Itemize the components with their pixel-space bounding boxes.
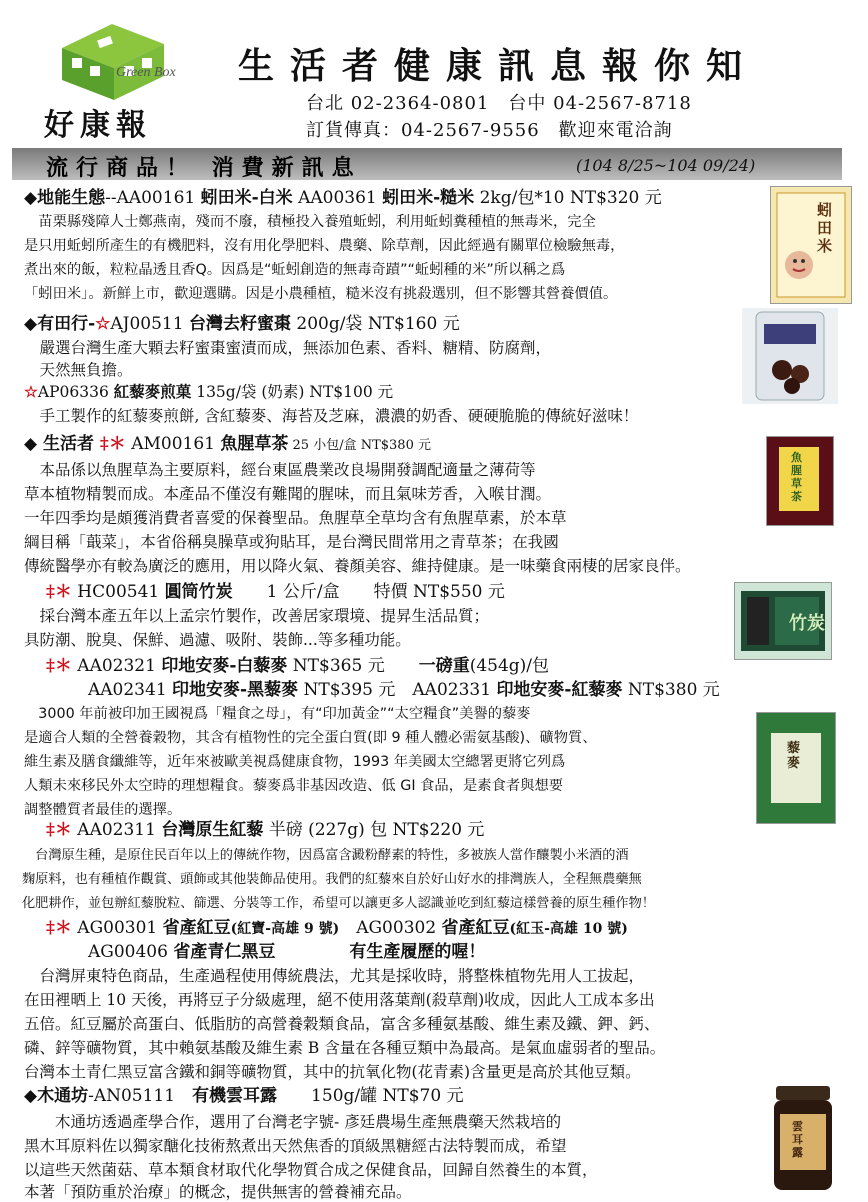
double-dagger-icon: ‡＊ <box>46 820 72 840</box>
product-price: NT$395 元 AA02331 <box>298 680 497 700</box>
green-box-logo-icon <box>52 18 172 102</box>
description-line: 傳統醫學亦有較為廣泛的應用，用以降火氣、養顏美容、維持健康。是一味藥食兩棲的居家良伴。 <box>24 557 691 575</box>
banner-title: 流行商品！ 消費新訊息 <box>46 155 362 181</box>
product-name: 圓筒竹炭 <box>164 582 233 602</box>
description-line: 苗栗縣殘障人士鄭燕南，殘而不廢，積極投入養殖蚯蚓，利用蚯蚓糞種植的無毒米，完全 <box>24 214 596 230</box>
product-heading <box>24 188 662 208</box>
product-name: 印地安麥-紅藜麥 <box>496 680 623 700</box>
product-heading <box>88 680 720 700</box>
description-line: 本品係以魚腥草為主要原料，經台東區農業改良場開發調配適量之薄荷等 <box>24 461 536 479</box>
logo-name: 好康報 <box>44 108 152 143</box>
product-code: HC00541 <box>71 582 165 602</box>
description-line: 台灣屏東特色商品，生產過程使用傳統農法，尤其是採收時，將整株植物先用人工拔起， <box>24 967 645 985</box>
jar-label: 雲耳露 <box>792 1120 803 1159</box>
product-heading <box>24 434 431 456</box>
description-line: 維生素及膳食纖維等，近年來被歐美視爲健康食物，1993 年美國太空總署更將它列爲 <box>24 754 566 770</box>
product-price: 200g/袋 NT$160 元 <box>290 314 460 334</box>
product-heading <box>24 382 393 402</box>
tea-label: 魚腥草茶 <box>791 451 802 503</box>
product-price: NT$380 元 <box>622 680 720 700</box>
product-heading <box>46 582 505 602</box>
product-variety: (紅寶-高雄 9 號) <box>230 921 340 937</box>
description-line: 台灣原生種，是原住民百年以上的傳統作物，因爲富含澱粉酵素的特性，多被族人當作釀製小米酒的酒 <box>22 848 629 863</box>
page-title: 生活者健康訊息報你知 <box>238 45 759 87</box>
brand-name: ◆ 生活者 <box>24 434 94 454</box>
double-dagger-icon: ‡＊ <box>94 434 126 454</box>
product-code: AA00361 <box>292 188 383 208</box>
double-dagger-icon: ‡＊ <box>46 582 72 602</box>
product-heading <box>24 314 460 334</box>
product-name: 蚓田米-糙米 <box>382 188 475 208</box>
brand-name: ◆木通坊 <box>24 1086 89 1106</box>
tea-product-image <box>766 436 834 526</box>
product-code: AG00406 <box>88 942 174 962</box>
banner-date: (104 8/25~104 09/24) <box>576 156 756 175</box>
quinoa-product-image <box>756 712 836 824</box>
rice-product-image <box>770 186 852 304</box>
rice-label: 蚓田米 <box>817 201 833 255</box>
brand-name: ◆有田行- <box>24 314 96 334</box>
product-heading <box>46 656 549 676</box>
description-line: 具防潮、脫臭、保鮮、過濾、吸附、裝飾...等多種功能。 <box>24 631 411 649</box>
description-line: 採台灣本產五年以上孟宗竹製作，改善居家環境、提昇生活品質； <box>24 607 490 625</box>
date-product-image <box>742 308 838 404</box>
product-name: 省產紅豆 <box>441 918 510 938</box>
description-line: 是只用蚯蚓所產生的有機肥料，沒有用化學肥料、農藥、除草劑，因此經過有關單位檢驗無毒， <box>24 238 625 254</box>
description-line: 是適合人類的全營養穀物，其含有植物性的完全蛋白質(即 9 種人體必需氨基酸)、礦物質、 <box>24 730 597 746</box>
charcoal-product-image <box>734 582 832 660</box>
double-dagger-icon: ‡＊ <box>46 918 72 938</box>
description-line: 磷、鋅等礦物質，其中賴氨基酸及維生素 B 含量在各種豆類中為最高。是氣血虛弱者的聖品。 <box>24 1039 666 1057</box>
brand-name: ◆地能生態 <box>24 188 106 208</box>
description-line: 木通坊透過產學合作，選用了台灣老字號- 彥廷農場生產無農藥天然栽培的 <box>24 1113 562 1131</box>
product-code: AG00301 <box>71 918 163 938</box>
description-line: 草本植物精製而成。本產品不僅沒有難聞的腥味，而且氣味芳香，入喉甘潤。 <box>24 485 552 503</box>
description-line: 天然無負擔。 <box>24 361 133 379</box>
description-line: 綱目稱「蕺菜」，本省俗稱臭臊草或狗貼耳，是台灣民間常用之青草茶；在我國 <box>24 533 559 551</box>
product-code: AG00302 <box>339 918 442 938</box>
product-code: AA02311 <box>71 820 162 840</box>
product-name: 印地安麥-黑藜麥 <box>172 680 299 700</box>
description-line: 台灣本土青仁黑豆富含鐵和銅等礦物質，其中的抗氧化物(花青素)含量更是高於其他豆類。 <box>24 1063 641 1081</box>
double-dagger-icon: ‡＊ <box>46 656 72 676</box>
product-weight: 一磅重 <box>418 656 470 676</box>
product-code: AM00161 <box>125 434 221 454</box>
description-line: 以這些天然菌菇、草本類食材取代化學物質合成之保健食品，回歸自然養生的本質， <box>24 1161 598 1179</box>
product-price: 150g/罐 NT$70 元 <box>277 1086 464 1106</box>
order-fax: 訂貨傳真：04-2567-9556 歡迎來電洽詢 <box>306 120 673 141</box>
star-icon: ☆ <box>95 314 111 334</box>
product-price: 2kg/包*10 NT$320 元 <box>474 188 662 208</box>
description-line: 本著「預防重於治療」的概念，提供無害的營養補充品。 <box>24 1183 412 1201</box>
product-heading <box>88 942 485 962</box>
description-line: 在田裡晒上 10 天後，再將豆子分級處理，絕不使用落葉劑(殺草劑)收成，因此人工成本多出 <box>24 991 655 1009</box>
product-name: 省產紅豆 <box>162 918 231 938</box>
product-price: 25 小包/盒 NT$380 元 <box>288 438 431 453</box>
description-line: 人類未來移民外太空時的理想糧食。藜麥爲非基因改造、低 GI 食品，是素食者與想要 <box>24 778 564 794</box>
product-code: AA02321 <box>71 656 162 676</box>
product-code: AP06336 <box>37 383 114 401</box>
product-heading <box>46 820 484 840</box>
description-line: 「蚓田米」。新鮮上市，歡迎選購。因是小農種植，糙米沒有挑殺選別，但不影響其營養價值。 <box>24 286 618 302</box>
description-line: 手工製作的紅藜麥煎餅, 含紅藜麥、海苔及芝麻，濃濃的奶香、硬硬脆脆的傳統好滋味！ <box>24 407 639 425</box>
traceability-note: 有生產履歷的喔！ <box>349 942 486 962</box>
product-name: 魚腥草茶 <box>220 434 289 454</box>
product-name: 台灣原生紅藜 <box>161 820 264 840</box>
jar-product-image <box>770 1084 836 1192</box>
charcoal-label: 竹炭 <box>789 613 825 634</box>
description-line: 化肥耕作，並包辦紅藜脫粒、篩選、分裝等工作，希望可以讓更多人認識並吃到紅藜這樣營養的原生種作物！ <box>22 896 655 911</box>
product-price: 1 公斤/盒 特價 NT$550 元 <box>232 582 505 602</box>
product-price: NT$365 元 <box>287 656 419 676</box>
product-code: AA02341 <box>88 680 173 700</box>
product-price: 135g/袋 (奶素) NT$100 元 <box>191 383 394 401</box>
product-code: --AA00161 <box>105 188 201 208</box>
product-name: 台灣去籽蜜棗 <box>188 314 291 334</box>
product-name: 省產青仁黑豆 <box>173 942 276 962</box>
description-line: 煮出來的飯，粒粒晶透且香Q。因爲是“蚯蚓創造的無毒奇蹟”“蚯蚓種的米”所以稱之爲 <box>24 262 566 278</box>
product-name: 蚓田米-白米 <box>200 188 293 208</box>
description-line: 麴原料，也有種植作觀賞、頭飾或其他裝飾品使用。我們的紅藜來自於好山好水的排灣族人，全程無農藥無 <box>22 872 642 887</box>
product-heading <box>46 918 628 939</box>
description-line: 五倍。紅豆屬於高蛋白、低脂肪的高營養穀類食品，富含多種氨基酸、維生素及鐵、鉀、鈣、 <box>24 1015 660 1033</box>
logo-english: Green Box <box>116 65 176 80</box>
description-line: 3000 年前被印加王國視爲「糧食之母」，有“印加黃金”“太空糧食”美譽的藜麥 <box>24 706 531 722</box>
product-name: 印地安麥-白藜麥 <box>161 656 288 676</box>
description-line: 調整體質者最佳的選擇。 <box>24 802 182 818</box>
quinoa-label: 藜麥 <box>787 741 801 771</box>
product-variety: (紅玉-高雄 10 號) <box>509 921 628 937</box>
product-heading <box>24 1086 464 1106</box>
product-name: 有機雲耳露 <box>192 1086 278 1106</box>
product-price: 半磅 (227g) 包 NT$220 元 <box>263 820 485 840</box>
logo <box>52 18 172 102</box>
star-icon: ☆ <box>24 382 38 401</box>
description-line: 黑木耳原料佐以獨家醣化技術熬煮出天然焦香的頂級黑糖經古法特製而成，希望 <box>24 1137 567 1155</box>
description-line: 嚴選台灣生產大顆去籽蜜棗蜜漬而成，無添加色素、香料、糖精、防腐劑， <box>24 339 552 357</box>
product-name: 紅藜麥煎菓 <box>113 383 192 401</box>
description-line: 一年四季均是頗獲消費者喜愛的保養聖品。魚腥草全草均含有魚腥草素，於本草 <box>24 509 567 527</box>
product-weight: (454g)/包 <box>469 656 550 676</box>
product-code: -AN05111 <box>88 1086 193 1106</box>
product-code: AJ00511 <box>110 314 189 334</box>
phone-numbers: 台北 02-2364-0801 台中 04-2567-8718 <box>306 93 692 114</box>
